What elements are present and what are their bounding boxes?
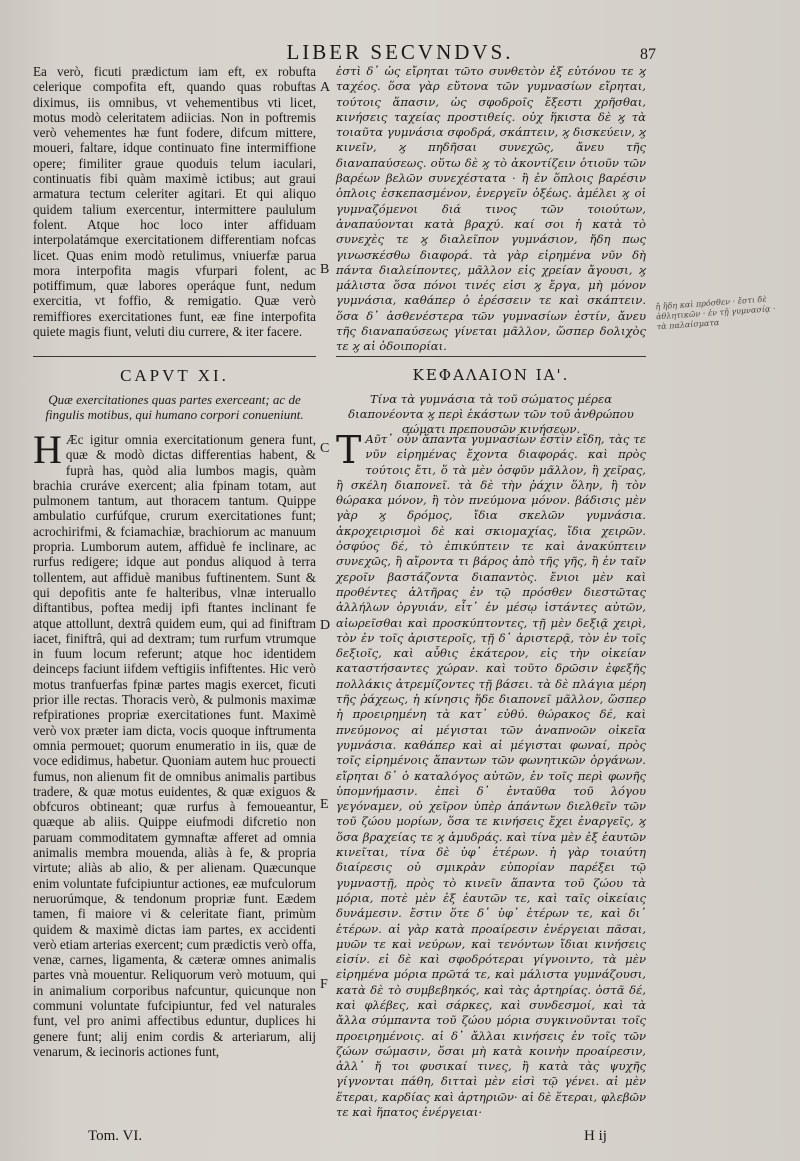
chapter-title-latin: CAPVT XI. — [120, 366, 229, 385]
margin-letter-a: A — [320, 80, 331, 95]
drop-cap-latin: H — [33, 427, 62, 472]
running-head: LIBER SECVNDVS. — [286, 40, 514, 64]
section-divider-left — [33, 356, 316, 357]
chapter-summary-greek: Τίνα τὰ γυμνάσια τὰ τοῦ σώματος μέρεα διαπονέοντα ϗ περὶ ἑκάστων τῶν τοῦ ἀνθρώπου σώματι πρεπουσῶν κινήσεων. — [348, 392, 634, 436]
margin-letter-c: C — [320, 441, 330, 456]
greek-paragraph-top: ἐστὶ δ᾽ ὡς εἴρηται τῶτο συνθετὸν ἐξ εὐτόνου τε ϗ ταχέος. ὅσα γὰρ εὔτονα τῶν γυμνασίων εἴρηται, τούτοις ἅπασιν, ὡς σφοδροῖς ἔξεστι χρῆσθαι, κινήσεις ταχείας προστιθείς. οὐχ ἥκιστα δὲ ϗ τὰ τοιαῦτα γυμνάσια σφοδρά, σκάπτειν, ϗ δισκεύειν, ϗ κινεῖν, ϗ πηδῆσαι συνεχῶς, ἄνευ τῆς διαναπαύσεως. οὕτω δὲ ϗ τὸ ἀκοντίζειν ὁτιοῦν τῶν βαρέων βελῶν συνεχέστατα · ἢ ἐν ὅπλοις βαρέσιν ὁπλοις ἐσκεπασμένον, ἐνεργεῖν ὀξέως. ἀμέλει ϗ οἱ γυμναζόμενοι διά τινος τῶν τοιούτων, ἀναπαύονται κατὰ βραχύ. καί σοι ἡ κατὰ τὸ συνεχὲς τε ϗ διαλεῖπον γυμνάσιον, ἤδη πως γινωσκέσθω διαφορά. τὰ γὰρ εἰρημένα νῦν δὴ πάντα διαλείποντες, μᾶλλον εἰς χρείαν ἄγουσι, ϗ μάλιστα ὅσα πόνοι τινές εἰσι ϗ ἔργα, μὴ μόνον γυμνάσια, καθάπερ ὁ ἐρέσσειν τε καὶ σκάπτειν. ὅσα δ᾽ ἀσθενέστερα τῶν γυμνασίων ἐστίν, ἄνευ τῆς διαναπαύσεως γίνεται μᾶλλον, ὥσπερ δολιχὸς τε ϗ αἱ ὁδοιπορίαι. — [336, 64, 646, 354]
margin-letter-e: E — [320, 797, 329, 812]
latin-paragraph-top: Ea verò, ficuti prædictum iam eft, ex robufta celerique compofita eft, quando quas robuftas diximus, iis omnibus, vt vehementibus vti licet, motus modò celeritatem adiicias. Non in poftremis verò vehementes hæ funt fodere, difcum mittere, moueri, faltare, idque continuato fine intermiffione opere; fimiliter graue quoduis telum iaculari, continuatis fibi quàm maximè ictibus; aut graui armatura tectum celeriter agitari. Et qui aliquo quidem talium exercentur, intermittere paululum folent. Atque hoc loco inter affiduam interpolatámque exercitationem differentiam nofcas licet. Quas enim modò retulimus, vniuerfæ parua mora interpofita magis vfurpari folent, ac potiffimum, quæ labores operáque funt, nedum exercitia, vt foffio, & remigatio. Quæ verò remiffiores exercitationes funt, eæ fine interpofita quiete magis fiunt, veluti diu currere, & iter facere. — [33, 64, 316, 340]
page-number: 87 — [640, 46, 656, 63]
greek-chapter-text: Αῦτ᾽ οὖν ἅπαντα γυμνασίων ἐστὶν εἴδη, τὰς τε νῦν εἰρημένας ἔχοντα διαφοράς. καὶ πρὸς τούτοις ἔτι, ὅ τὰ μὲν ὀσφῦν μᾶλλον, ἢ χεῖρας, ἢ σκέλη διαπονεῖ. τὰ δὲ τὴν ῥάχιν ὅλην, ἢ τὸν θώρακα μόνον, ἢ τὸν πνεύμονα μόνον. βάδισις μὲν γὰρ ϗ δρόμος, ἴδια σκελῶν γυμνάσια. ἀκροχειρισμοὶ δὲ καὶ σκιομαχίας, ἴδια χειρῶν. ὀσφύος δέ, τὸ ἐπικύπτειν τε καὶ ἀνακύπτειν συνεχῶς, ἢ αἴροντα τι βάρος ἀπὸ τῆς γῆς, ἢ ἐν ταῖν χεροῖν βαστάζοντα διαπαντὸς. ἔνιοι μὲν καὶ προθέντες ἁλτῆρας ἐν τῷ πρόσθεν διεστῶτας ἀλλήλων ὀργυιάν, εἶτ᾽ ἐν μέσῳ ἱστάντες αὐτῶν, αἰωρεῖσθαι καὶ προσκύπτοντες, τῇ μὲν δεξιᾷ χειρὶ, τὸν ἐν τοῖς ἀριστεροῖς, τῇ δ᾽ ἀριστερᾷ, τὸν ἐν τοῖς δεξιοῖς, καὶ αὖθις ἑκάτερον, εἰς τὴν οἰκείαν καταστήσαντες χώραν. καὶ τοῦτο δρῶσιν ἐφεξῆς πολλάκις ἀτρεμίζοντες τῇ βάσει. τὰ δὲ πλάγια μέρη τῆς ῥάχεως, ἡ κίνησις ἥδε διαπονεῖ μᾶλλον, ὥσπερ ἡ προειρημένη τὰ κατ᾽ εὐθύ. θώρακος δέ, καὶ πνεύμονος αἱ μέγισται τῶν ἀναπνοῶν οἰκεῖα γυμνάσια. καθάπερ καὶ αἱ μέγισται φωναί, πρὸς τοῖς εἰρημένοις ἅπαντων τῶν φωνητικῶν ὀργάνων. εἴρηται δ᾽ ὁ καταλόγος αὐτῶν, ἐν τοῖς περὶ φωνῆς ὑπομνήμασιν. ἐπεὶ δ᾽ ἐνταῦθα τοῦ λόγου γεγόναμεν, οὐ χεῖρον ὑπὲρ ἁπάντων διελθεῖν τῶν τοῦ ζώου μορίων, ὅσα τε κινήσεις ἔχει ἐναργεῖς, ϗ ὅσα βραχείας τε ϗ ἀμυδράς. καὶ τίνα μὲν ἐξ ἑαυτῶν κινεῖται, τίνα δὲ ὑφ᾽ ἑτέρων. ἡ γὰρ τοιαύτη διαίρεσις οὐ σμικρὰν εὐπορίαν παρέξει τῷ γυμναστῇ, πρὸς τὸ κινεῖν ἅπαντα τοῦ ζώου τὰ μόρια, ποτὲ μὲν ἐξ ἑαυτῶν τε, καὶ ταῖς οἰκείαις δυνάμεσιν. ἔστιν ὅτε δ᾽ ὑφ᾽ ἑτέρων τε, καὶ δι᾽ ἑτέρων. αἱ γὰρ κατὰ προαίρεσιν ἐνέργειαι πᾶσαι, μυῶν τε καὶ νεύρων, καὶ τενόντων ἴδιαι κινήσεις εἰσίν. εἰ δὲ καὶ σφοδρότεραι γίγνοιντο, τὰ μὲν εἰρημένα μόρια πρῶτά τε, καὶ μάλιστα γυμνάζουσι, κατὰ δὲ τὸ συμβεβηκός, καὶ τὰς ἀρτηρίας. ὀστᾶ δέ, καὶ φλέβες, καὶ σάρκες, καὶ συνδεσμοί, καὶ τὰ ἄλλα σύμπαντα τοῦ ζώου μόρια συγκινοῦνται τοῖς προειρημένοις. αἱ δ᾽ ἄλλαι κινήσεις ἐν τοῖς τῶν ζώων σώμασιν, ὅσαι μὴ κατὰ κοινὴν προαίρεσιν, ἀλλ᾽ ἤ τοι φυσικαί τινες, ἢ κατὰ τὰς ψυχῆς γίγνονται πάθη, διτταὶ μὲν εἰσὶ τῷ γένει. αἱ μὲν ἕτεραι, καρδίας καὶ ἀρτηριῶν· αἱ δὲ ἕτεραι, φλεβῶν τε καὶ ἥπατος ἐνέργειαι· — [336, 432, 646, 1120]
signature-mark: H ij — [584, 1128, 607, 1144]
margin-letter-f: F — [320, 977, 328, 992]
section-divider-right — [336, 356, 646, 357]
latin-chapter-text: Æc igitur omnia exercitationum genera funt, quæ & modò dictas differentias habent, & fuprà has, quòd alia lumbos magis, quàm brachia cruráve exercent; alia fpinam totam, aut pulmonem tantum, aut thoracem tantum. Quippe ambulatio curfúfque, crurum exercitationes funt; acrochirifmi, & fciamachiæ, brachiorum ac manuum propria. Lumborum autem, affiduè fe inclinare, ac rurfus redigere; idque aut pondus aliquod à terra tollentem, aut affiduè manibus fuftinentem. Sunt & qui depofitis ante fe halteribus, vlnæ interuallo diftantibus, poftea medij ipfi ftantes inclinant fe atque attollunt, dextrâ quidem eum, qui ad finiftram iacet, finiftrâ, qui ad dextram; tum rurfum vtrumque in fuum locum referunt; atque hoc identidem deinceps faciunt iifdem veftigiis infiftentes. Hic verò motus tranfuerfas fpinæ partes magis exercet, ficuti prior ille rectas. Thoracis verò, & pulmonis maximæ refpirationes propriæ exercitationes funt. Maximè verò vox præter iam dicta, vocis quoque inftrumenta omnia permouet; quorum enumeratio in iis, quæ de voce edidimus, habetur. Quoniam autem huc prouecti fumus, non alienum fit de omnibus animalis partibus tradere, & quæ motus euidentes, & quæ exiguos & obfcuros obtineant; quæ rurfus à femoueantur, quæque ab aliis. Quippe eiufmodi difcretio non paruam commoditatem gymnaftæ afferet ad omnia animalis membra mouenda, aliàs à fe, & propria virtute; aliàs ab alio, & per alienam. Quæcunque enim voluntate fufcipiuntur actiones, eæ mufculorum neruorúmque, & tendonum propriæ funt. Eædem tamen, fi maiore vi & celeritate fiant, primùm quidem & maximè dictas iam partes, ex accidenti verò etiam arterias exercent; cum prædictis verò offa, venæ, carnes, ligamenta, & cæteræ omnes animalis partes vnà mouentur. Reliquorum verò motuum, qui in animalium corporibus nafcuntur, quicunque non communi voluntate fufcipiuntur, fed vel naturales funt, vel pro animi affectibus eduntur, duplices hi genere funt; alij enim cordis & arteriarum, alij venarum, & iecinoris actiones funt, — [33, 432, 316, 1059]
greek-chapter-body — [336, 428, 646, 1120]
margin-letter-b: B — [320, 262, 330, 277]
chapter-summary-latin: Quæ exercitationes quas partes exerceant; ac de fingulis motibus, qui humano corpori conueniunt. — [45, 392, 304, 422]
volume-footer: Tom. VI. — [88, 1128, 143, 1144]
handwritten-margin-note: ἤ ἥδη καὶ πρόσθεν · ἔστι δὲ ἀθλητικῶν · ἐν τῇ γυμνασίᾳ · τὰ παλαίσματα — [655, 294, 776, 332]
drop-cap-greek: Τ — [336, 428, 362, 472]
latin-chapter-body — [33, 427, 316, 1059]
chapter-title-greek: ΚΕΦΑΛΑΙΟΝ ΙΑ'. — [412, 366, 570, 384]
margin-letter-d: D — [320, 618, 331, 633]
